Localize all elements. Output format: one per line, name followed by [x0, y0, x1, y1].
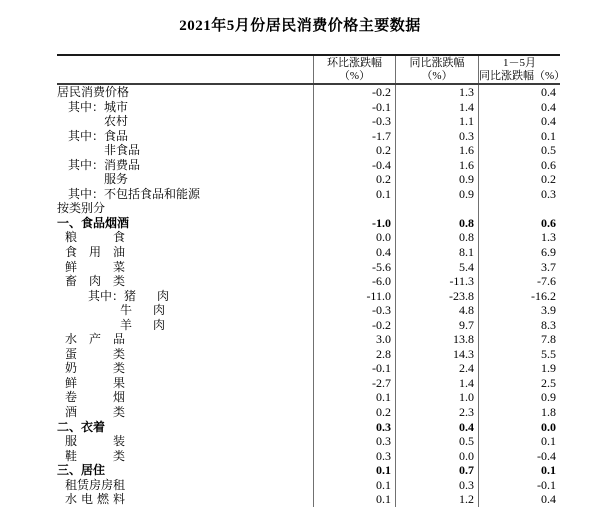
header-mom-line1: 环比涨跌幅 — [327, 57, 382, 69]
value-mom: -0.4 — [313, 158, 395, 173]
row-label-text: 服装 — [65, 434, 125, 449]
value-mom: 0.2 — [313, 143, 395, 158]
row-label — [57, 434, 313, 449]
value-mom: 0.1 — [313, 463, 395, 478]
value-ytd: -0.1 — [478, 478, 560, 493]
header-yoy-line2: （%） — [421, 70, 453, 82]
table-row — [57, 492, 560, 507]
table-row — [57, 434, 560, 449]
row-label — [57, 245, 313, 260]
value-mom: 0.1 — [313, 492, 395, 507]
value-yoy: 1.0 — [395, 390, 478, 405]
row-label — [57, 143, 313, 158]
row-label — [57, 230, 313, 245]
table-row — [57, 201, 560, 216]
value-ytd: -7.6 — [478, 274, 560, 289]
row-label-text: 不包括食品和能源 — [104, 186, 201, 201]
row-label — [57, 129, 313, 144]
row-label — [57, 274, 313, 289]
value-yoy: 8.1 — [395, 245, 478, 260]
row-label-prefix: 其中： — [88, 288, 125, 303]
value-ytd: -0.4 — [478, 449, 560, 464]
value-yoy: 0.9 — [395, 187, 478, 202]
row-label — [57, 347, 313, 362]
row-label-text: 水电燃料 — [65, 492, 125, 507]
row-label-text: 非食品 — [104, 143, 141, 158]
row-label — [57, 405, 313, 420]
value-mom: -0.3 — [313, 303, 395, 318]
row-label — [57, 187, 313, 202]
table-body — [57, 85, 560, 507]
table-row — [57, 260, 560, 275]
value-yoy: 1.4 — [395, 100, 478, 115]
value-ytd: 0.4 — [478, 114, 560, 129]
value-ytd: 0.1 — [478, 434, 560, 449]
value-ytd: 0.0 — [478, 420, 560, 435]
value-mom: -6.0 — [313, 274, 395, 289]
table-row — [57, 245, 560, 260]
row-label-text: 鲜菜 — [65, 259, 125, 274]
table-row — [57, 85, 560, 100]
row-label-prefix: 其中： — [68, 99, 105, 114]
value-ytd: 0.1 — [478, 463, 560, 478]
value-ytd: 1.8 — [478, 405, 560, 420]
row-label — [57, 85, 313, 100]
value-ytd: 0.9 — [478, 390, 560, 405]
value-mom: 0.1 — [313, 187, 395, 202]
header-ytd-change — [478, 56, 566, 83]
value-yoy: 2.3 — [395, 405, 478, 420]
row-label — [57, 114, 313, 129]
value-yoy: 14.3 — [395, 347, 478, 362]
table-row — [57, 332, 560, 347]
row-label — [57, 303, 313, 318]
value-mom: 0.1 — [313, 478, 395, 493]
table-row — [57, 114, 560, 129]
value-mom: -2.7 — [313, 376, 395, 391]
value-ytd — [478, 201, 560, 216]
value-yoy: 0.5 — [395, 434, 478, 449]
value-mom: 0.3 — [313, 449, 395, 464]
value-yoy: 0.8 — [395, 216, 478, 231]
value-mom: 0.4 — [313, 245, 395, 260]
row-label — [57, 463, 313, 478]
row-label — [57, 492, 313, 507]
value-yoy: 1.2 — [395, 492, 478, 507]
value-mom: -0.2 — [313, 85, 395, 100]
value-mom — [313, 201, 395, 216]
row-label-text: 食用油 — [65, 245, 125, 260]
row-label-text: 牛肉 — [120, 303, 165, 318]
value-mom: -0.1 — [313, 100, 395, 115]
value-ytd: 2.5 — [478, 376, 560, 391]
value-mom: 0.0 — [313, 230, 395, 245]
row-label-text: 鲜果 — [65, 375, 125, 390]
row-label-prefix: 其中： — [68, 157, 105, 172]
header-yoy-change — [395, 56, 478, 83]
table-row — [57, 172, 560, 187]
value-ytd: -16.2 — [478, 289, 560, 304]
table-row — [57, 100, 560, 115]
table-header — [57, 54, 566, 85]
value-yoy: 13.8 — [395, 332, 478, 347]
table-row — [57, 158, 560, 173]
value-ytd: 0.1 — [478, 129, 560, 144]
value-yoy: 0.8 — [395, 230, 478, 245]
value-mom: -1.7 — [313, 129, 395, 144]
row-label-text: 一、食品烟酒 — [57, 215, 130, 230]
value-yoy: 5.4 — [395, 260, 478, 275]
value-mom: -1.0 — [313, 216, 395, 231]
row-label — [57, 390, 313, 405]
header-stub-cell — [57, 56, 313, 83]
table-row — [57, 274, 560, 289]
value-yoy: 0.4 — [395, 420, 478, 435]
table-row — [57, 303, 560, 318]
table-row — [57, 129, 560, 144]
row-label — [57, 260, 313, 275]
value-mom: -11.0 — [313, 289, 395, 304]
row-label-text: 畜肉类 — [65, 274, 125, 289]
table-row — [57, 216, 560, 231]
value-mom: 0.3 — [313, 420, 395, 435]
value-ytd: 0.2 — [478, 172, 560, 187]
value-ytd: 0.4 — [478, 492, 560, 507]
page-title: 2021年5月份居民消费价格主要数据 — [179, 18, 421, 34]
value-ytd: 0.6 — [478, 158, 560, 173]
header-mom-change — [313, 56, 395, 83]
header-yoy-line1: 同比涨跌幅 — [409, 57, 465, 69]
row-label — [57, 376, 313, 391]
value-mom: 0.2 — [313, 172, 395, 187]
value-ytd: 0.5 — [478, 143, 560, 158]
table-row — [57, 463, 560, 478]
value-ytd: 1.3 — [478, 230, 560, 245]
value-yoy: 4.8 — [395, 303, 478, 318]
value-ytd: 1.9 — [478, 361, 560, 376]
row-label-text: 粮食 — [65, 230, 125, 245]
row-label-text: 奶类 — [65, 361, 125, 376]
value-mom: -5.6 — [313, 260, 395, 275]
row-label-text: 城市 — [104, 99, 129, 114]
value-mom: 0.3 — [313, 434, 395, 449]
row-label-text: 蛋类 — [65, 346, 125, 361]
value-mom: 2.8 — [313, 347, 395, 362]
row-label-text: 农村 — [104, 114, 129, 129]
table-row — [57, 449, 560, 464]
table-row — [57, 478, 560, 493]
row-label-prefix: 其中： — [68, 128, 105, 143]
table-row — [57, 318, 560, 333]
row-label — [57, 420, 313, 435]
value-mom: 3.0 — [313, 332, 395, 347]
header-ytd-line2: 同比涨跌幅（%） — [479, 70, 566, 82]
value-yoy: 1.6 — [395, 143, 478, 158]
row-label-text: 二、衣着 — [57, 419, 106, 434]
row-label-text: 三、居住 — [57, 463, 106, 478]
table-row — [57, 289, 560, 304]
row-label — [57, 361, 313, 376]
value-ytd: 0.3 — [478, 187, 560, 202]
value-ytd: 0.4 — [478, 85, 560, 100]
value-ytd: 5.5 — [478, 347, 560, 362]
row-label-text: 租赁房房租 — [65, 477, 126, 492]
value-ytd: 0.6 — [478, 216, 560, 231]
row-label-text: 居民消费价格 — [57, 85, 130, 99]
value-mom: -0.1 — [313, 361, 395, 376]
row-label-prefix: 其中： — [68, 186, 105, 201]
value-yoy: 1.1 — [395, 114, 478, 129]
table-row — [57, 361, 560, 376]
value-yoy: 1.3 — [395, 85, 478, 100]
row-label-text: 羊肉 — [120, 317, 165, 332]
row-label — [57, 318, 313, 333]
row-label-text: 鞋类 — [65, 448, 125, 463]
value-yoy: 0.3 — [395, 129, 478, 144]
value-ytd: 3.9 — [478, 303, 560, 318]
row-label — [57, 289, 313, 304]
value-mom: -0.3 — [313, 114, 395, 129]
value-yoy — [395, 201, 478, 216]
table-row — [57, 390, 560, 405]
value-yoy: -11.3 — [395, 274, 478, 289]
table-row — [57, 143, 560, 158]
row-label-text: 按类别分 — [57, 201, 106, 216]
value-yoy: 0.7 — [395, 463, 478, 478]
header-ytd-line1: 1－5月 — [503, 57, 536, 69]
value-yoy: 1.6 — [395, 158, 478, 173]
row-label — [57, 449, 313, 464]
value-yoy: 0.0 — [395, 449, 478, 464]
row-label-text: 猪肉 — [124, 288, 170, 303]
row-label — [57, 172, 313, 187]
value-yoy: -23.8 — [395, 289, 478, 304]
value-ytd: 7.8 — [478, 332, 560, 347]
row-label-text: 消费品 — [104, 157, 141, 172]
row-label-text: 酒类 — [65, 405, 125, 420]
table-row — [57, 405, 560, 420]
value-ytd: 3.7 — [478, 260, 560, 275]
table-row — [57, 376, 560, 391]
value-ytd: 0.4 — [478, 100, 560, 115]
row-label-text: 卷烟 — [65, 390, 125, 405]
cpi-table — [57, 54, 566, 507]
value-yoy: 2.4 — [395, 361, 478, 376]
value-yoy: 1.4 — [395, 376, 478, 391]
row-label-text: 服务 — [104, 172, 129, 187]
table-row — [57, 187, 560, 202]
value-yoy: 0.3 — [395, 478, 478, 493]
row-label-text: 食品 — [104, 128, 129, 143]
row-label — [57, 332, 313, 347]
header-mom-line2: （%） — [338, 70, 371, 82]
value-mom: 0.1 — [313, 390, 395, 405]
value-ytd: 6.9 — [478, 245, 560, 260]
table-row — [57, 347, 560, 362]
row-label — [57, 216, 313, 231]
value-yoy: 9.7 — [395, 318, 478, 333]
value-mom: 0.2 — [313, 405, 395, 420]
row-label — [57, 478, 313, 493]
value-mom: -0.2 — [313, 318, 395, 333]
row-label — [57, 100, 313, 115]
value-ytd: 8.3 — [478, 318, 560, 333]
value-yoy: 0.9 — [395, 172, 478, 187]
row-label — [57, 158, 313, 173]
table-row — [57, 420, 560, 435]
table-row — [57, 230, 560, 245]
row-label — [57, 201, 313, 216]
row-label-text: 水产品 — [65, 332, 125, 347]
